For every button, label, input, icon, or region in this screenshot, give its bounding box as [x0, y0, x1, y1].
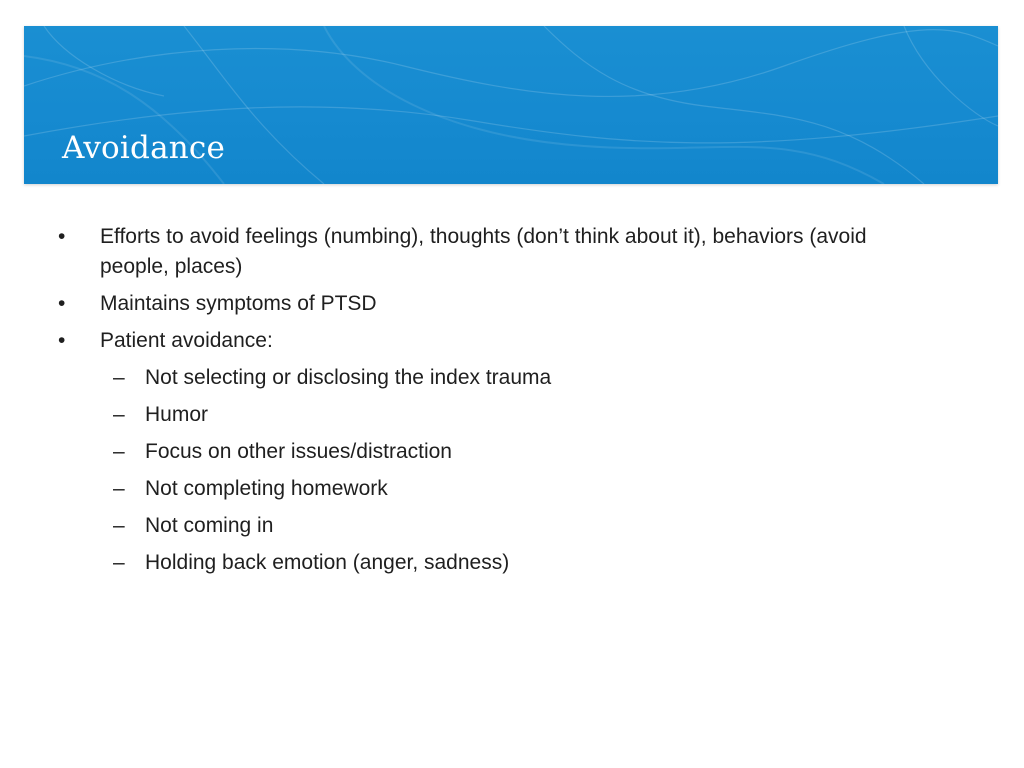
dash-marker: – [113, 440, 125, 463]
bullet-text: Patient avoidance: [100, 329, 273, 352]
bullet-text: Maintains symptoms of PTSD [100, 292, 377, 315]
sub-list-item [0, 400, 1024, 430]
bullet-marker: • [58, 329, 66, 352]
slide-title: Avoidance [62, 130, 226, 166]
header-band [24, 26, 998, 184]
dash-marker: – [113, 551, 125, 574]
bullet-list [0, 222, 1024, 585]
sub-bullet-text: Holding back emotion (anger, sadness) [145, 551, 510, 574]
bullet-text: Efforts to avoid feelings (numbing), thoughts (don’t think about it), behaviors (avoid people, places) [100, 225, 867, 278]
sub-bullet-text: Humor [145, 403, 209, 426]
sub-list-item [0, 437, 1024, 467]
list-item [0, 326, 900, 356]
dash-marker: – [113, 366, 125, 389]
list-item [0, 222, 900, 282]
dash-marker: – [113, 477, 125, 500]
list-item [0, 289, 900, 319]
sub-bullet-text: Not completing homework [145, 477, 388, 500]
bullet-marker: • [58, 292, 66, 315]
dash-marker: – [113, 514, 125, 537]
sub-bullet-text: Not coming in [145, 514, 274, 537]
sub-list-item [0, 511, 1024, 541]
sub-bullet-text: Focus on other issues/distraction [145, 440, 452, 463]
sub-bullet-text: Not selecting or disclosing the index trauma [145, 366, 552, 389]
sub-list-item [0, 548, 1024, 578]
sub-list-item [0, 474, 1024, 504]
dash-marker: – [113, 403, 125, 426]
sub-list-item [0, 363, 1024, 393]
bullet-marker: • [58, 225, 66, 248]
